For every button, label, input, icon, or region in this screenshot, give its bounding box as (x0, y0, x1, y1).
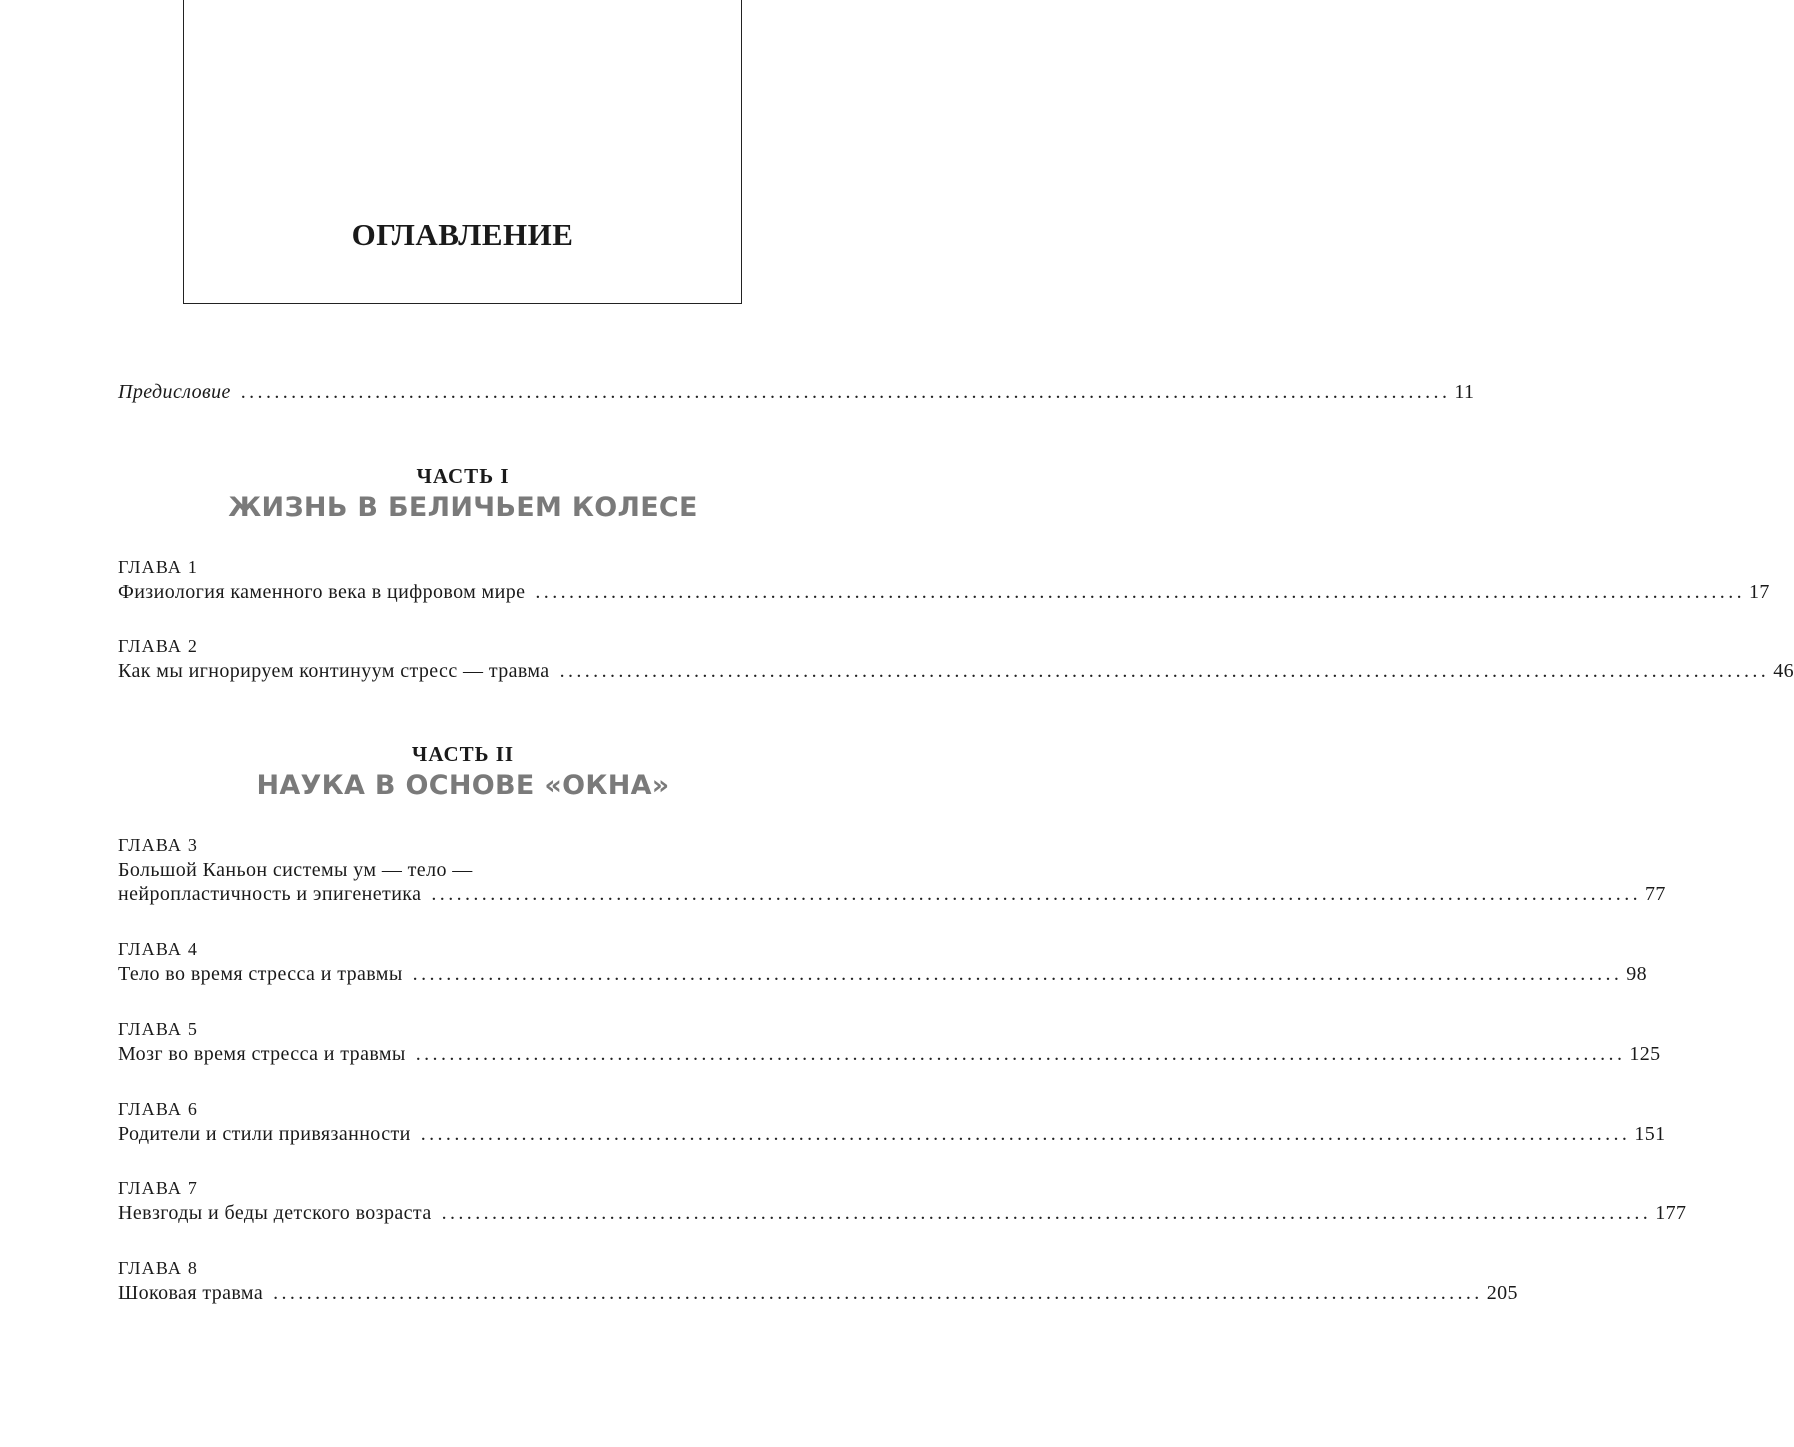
toc-entry-chapter-3[interactable] (118, 882, 1666, 906)
toc-entry-chapter-1[interactable] (118, 580, 1770, 604)
dot-leader: ................................................................................................................................................ (240, 381, 1451, 403)
part-label-2: ЧАСТЬ II (411, 742, 515, 766)
chapter-number: ГЛАВА 5 (118, 1019, 199, 1039)
toc-entry-label: нейропластичность и эпигенетика (118, 883, 422, 905)
toc-entry-chapter-5[interactable] (118, 1042, 1661, 1066)
dot-leader: ................................................................................................................................................ (420, 1123, 1631, 1145)
toc-entry-page: 17 (1749, 581, 1770, 603)
chapter-number: ГЛАВА 2 (118, 636, 199, 656)
heading-frame (183, 0, 742, 304)
toc-entry-label: Предисловие (118, 381, 231, 403)
dot-leader: ................................................................................................................................................ (559, 660, 1770, 682)
toc-entry-page: 46 (1773, 660, 1794, 682)
toc-entry-page: 98 (1626, 963, 1648, 985)
toc-entry-chapter-2[interactable] (118, 659, 1794, 683)
chapter-number: ГЛАВА 6 (118, 1099, 199, 1119)
dot-leader: ................................................................................................................................................ (273, 1282, 1483, 1304)
toc-entry-page: 11 (1454, 381, 1475, 403)
toc-entry-page: 125 (1629, 1043, 1661, 1065)
toc-entry-label: Невзгоды и беды детского возраста (118, 1202, 432, 1224)
dot-leader: ................................................................................................................................................ (535, 581, 1745, 603)
chapter-number: ГЛАВА 8 (118, 1258, 199, 1278)
dot-leader: ................................................................................................................................................ (415, 1043, 1626, 1065)
chapter-number: ГЛАВА 7 (118, 1178, 199, 1198)
toc-entry-page: 151 (1634, 1123, 1666, 1145)
toc-entry-label: Физиология каменного века в цифровом мире (118, 581, 526, 603)
toc-entry-chapter-8[interactable] (118, 1281, 1518, 1305)
chapter-number: ГЛАВА 1 (118, 557, 199, 577)
toc-entry-label: Мозг во время стресса и травмы (118, 1043, 406, 1065)
part-label-1: ЧАСТЬ I (416, 464, 510, 488)
chapter-number: ГЛАВА 4 (118, 939, 199, 959)
toc-entry-chapter-6[interactable] (118, 1122, 1666, 1146)
toc-entry-chapter-4[interactable] (118, 962, 1648, 986)
toc-entry-page: 177 (1655, 1202, 1687, 1224)
toc-entry-label: Как мы игнорируем континуум стресс — травма (118, 660, 550, 682)
dot-leader: ................................................................................................................................................ (412, 963, 1623, 985)
dot-leader: ................................................................................................................................................ (441, 1202, 1652, 1224)
part-title-1: ЖИЗНЬ В БЕЛИЧЬЕМ КОЛЕСЕ (228, 492, 698, 523)
dot-leader: ................................................................................................................................................ (431, 883, 1641, 905)
toc-entry-label: Тело во время стресса и травмы (118, 963, 403, 985)
toc-entry-chapter-7[interactable] (118, 1201, 1687, 1225)
toc-entry-page: 205 (1486, 1282, 1518, 1304)
chapter-number: ГЛАВА 3 (118, 835, 199, 855)
page-title: ОГЛАВЛЕНИЕ (351, 217, 574, 252)
toc-entry-label: Родители и стили привязанности (118, 1123, 411, 1145)
toc-entry-label-line1[interactable]: Большой Каньон системы ум — тело — (118, 859, 473, 881)
part-title-2: НАУКА В ОСНОВЕ «ОКНА» (256, 770, 670, 801)
toc-entry-page: 77 (1645, 883, 1666, 905)
toc-entry-label: Шоковая травма (118, 1282, 264, 1304)
toc-entry-preface[interactable] (118, 380, 1475, 404)
